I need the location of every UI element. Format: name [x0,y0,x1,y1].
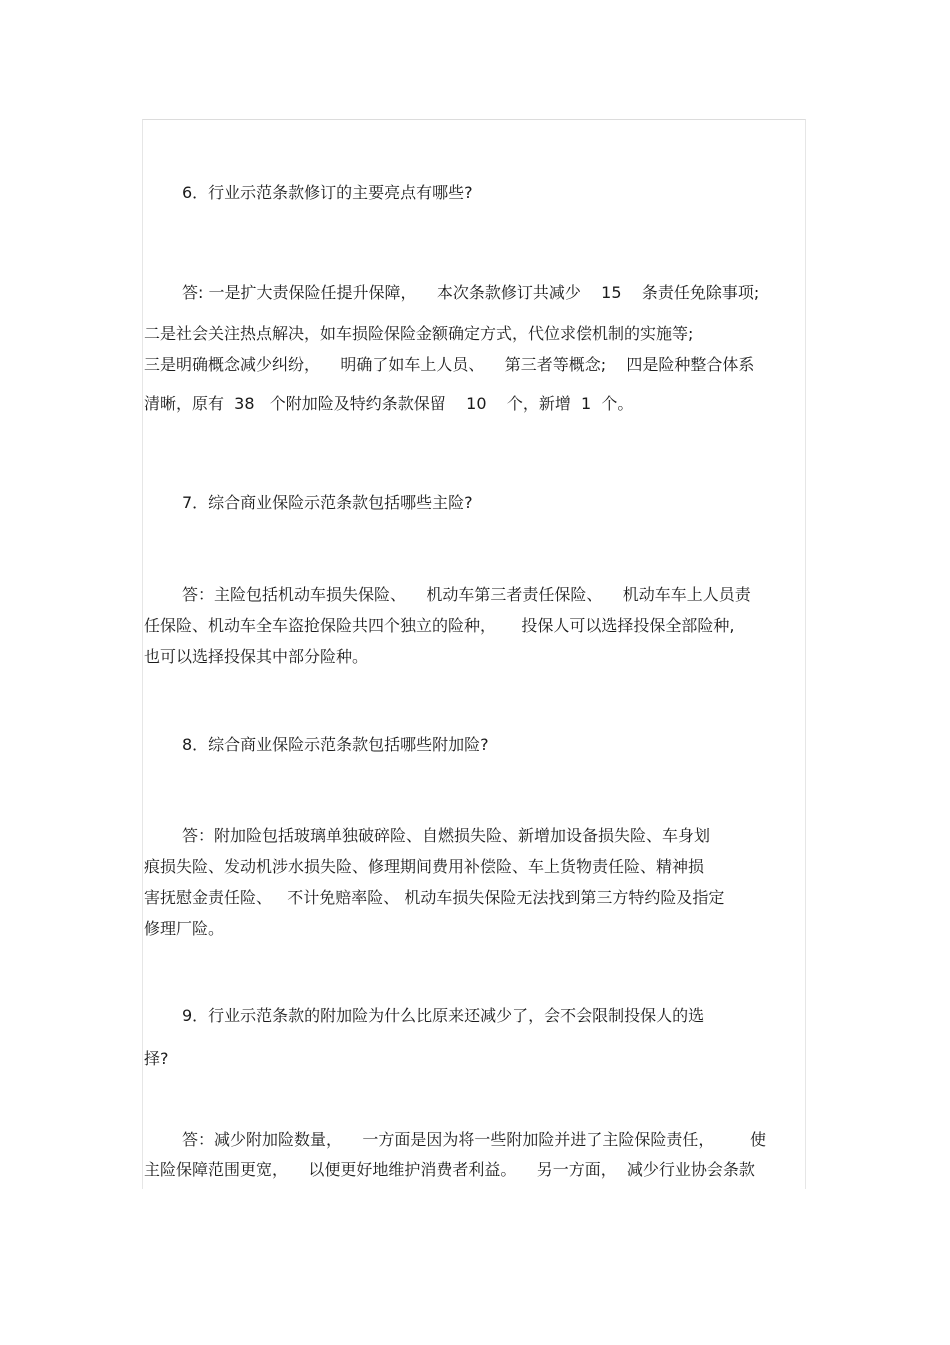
answer-7-line-1: 答：主险包括机动车损失保险、 机动车第三者责任保险、 机动车车上人员责 [182,585,751,604]
answer-8-line-2: 痕损失险、发动机涉水损失险、修理期间费用补偿险、车上货物责任险、精神损 [144,857,705,876]
question-7: 7．综合商业保险示范条款包括哪些主险? [182,493,473,512]
answer-6-line-1: 答: 一是扩大责保险任提升保障， 本次条款修订共减少 15 条责任免除事项; [182,283,760,302]
answer-8-line-4: 修理厂险。 [144,919,225,938]
answer-8-line-1: 答：附加险包括玻璃单独破碎险、自燃损失险、新增加设备损失险、车身划 [182,826,711,845]
answer-9-line-1: 答：减少附加险数量， 一方面是因为将一些附加险并进了主险保险责任， 使 [182,1130,766,1149]
answer-9-line-2: 主险保障范围更宽， 以便更好地维护消费者利益。 另一方面， 减少行业协会条款 [144,1160,755,1179]
question-9-line-1: 9．行业示范条款的附加险为什么比原来还减少了，会不会限制投保人的选 [182,1006,705,1025]
answer-6-line-4: 清晰，原有 38 个附加险及特约条款保留 10 个，新增 1 个。 [144,394,634,413]
answer-7-line-3: 也可以选择投保其中部分险种。 [144,647,369,666]
answer-7-line-2: 任保险、机动车全车盗抢保险共四个独立的险种， 投保人可以选择投保全部险种, [144,616,735,635]
question-6: 6．行业示范条款修订的主要亮点有哪些? [182,183,473,202]
question-8: 8．综合商业保险示范条款包括哪些附加险? [182,735,489,754]
answer-6-line-3: 三是明确概念减少纠纷， 明确了如车上人员、 第三者等概念; 四是险种整合体系 [144,355,755,374]
answer-6-line-2: 二是社会关注热点解决，如车损险保险金额确定方式，代位求偿机制的实施等; [144,324,694,343]
question-9-line-2: 择? [144,1049,169,1068]
answer-8-line-3: 害抚慰金责任险、 不计免赔率险、 机动车损失保险无法找到第三方特约险及指定 [144,888,725,907]
